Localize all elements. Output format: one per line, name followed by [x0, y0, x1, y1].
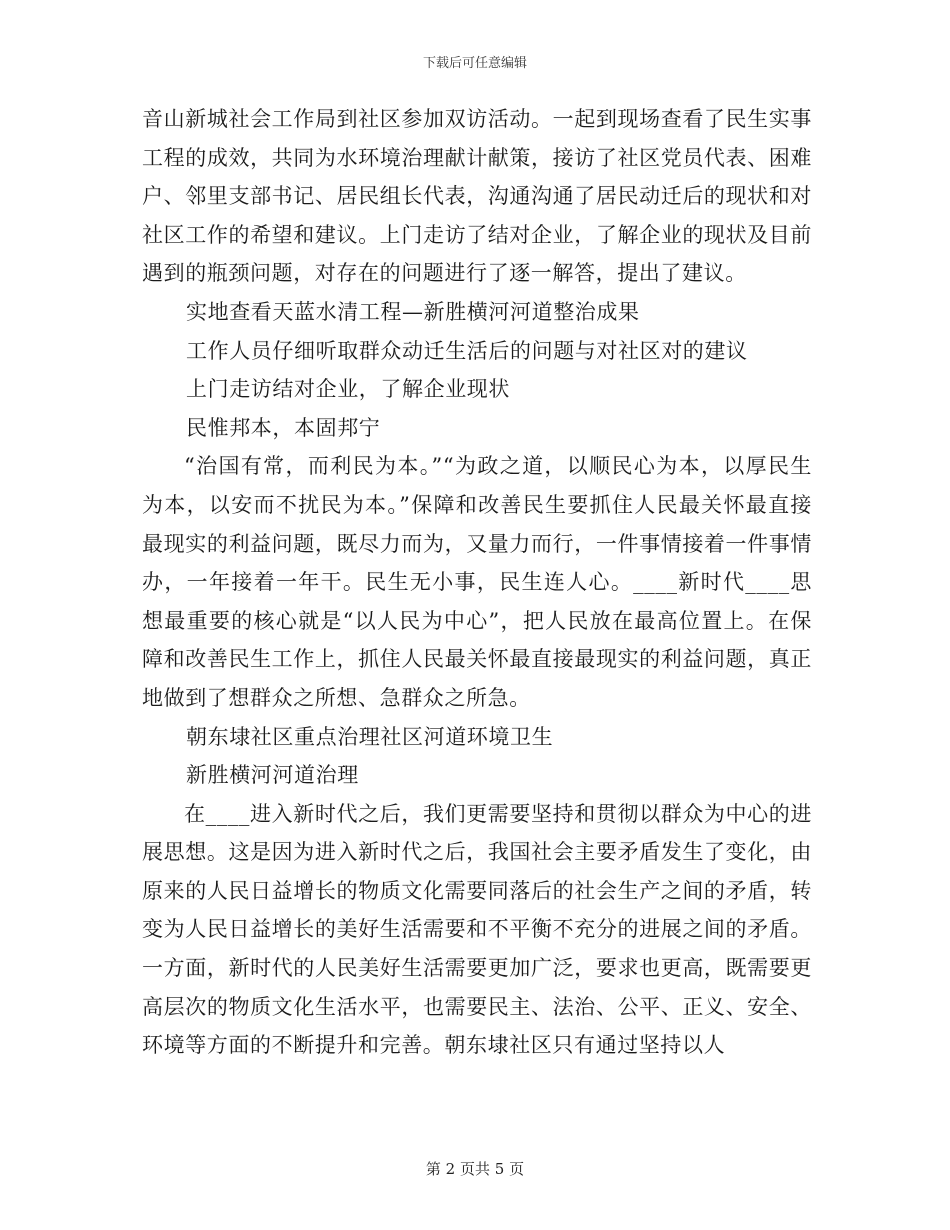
paragraph-6: “治国有常，而利民为本。”“为政之道，以顺民心为本，以厚民生为本，以安而不扰民为本。”保障和改善民生要抓住人民最关怀最直接最现实的利益问题，既尽力而为，又量力而行，一件事情接着一件事情办，一年接着一年干。民生无小事，民生连人心。____新时代____思想最重要的核心就是“以人民为中心”，把人民放在最高位置上。在保障和改善民生工作上，抓住人民最关怀最直接最现实的利益问题，真正地做到了想群众之所想、急群众之所急。 [142, 454, 812, 710]
paragraph-9: 在____进入新时代之后，我们更需要坚持和贯彻以群众为中心的进展思想。这是因为进入新时代之后，我国社会主要矛盾发生了变化，由原来的人民日益增长的物质文化需要同落后的社会生产之间的矛盾，转变为人民日益增长的美好生活需要和不平衡不充分的进展之间的矛盾。一方面，新时代的人民美好生活需要更加广泛，要求也更高，既需要更高层次的物质文化生活水平，也需要民主、法治、公平、正义、安全、环境等方面的不断提升和完善。朝东埭社区只有通过坚持以人 [142, 801, 812, 1058]
page-footer: 第 2 页共 5 页 [425, 1160, 525, 1178]
paragraph-7: 朝东埭社区重点治理社区河道环境卫生 [186, 724, 554, 749]
paragraph-2: 实地查看天蓝水清工程—新胜横河河道整治成果 [186, 299, 640, 324]
paragraph-4: 上门走访结对企业，了解企业现状 [186, 377, 510, 402]
document-body [142, 100, 812, 1065]
paragraph-5: 民惟邦本，本固邦宁 [186, 415, 381, 440]
page-header: 下载后可任意编辑 [422, 56, 527, 71]
paragraph-8: 新胜横河河道治理 [186, 763, 359, 788]
paragraph-3: 工作人员仔细听取群众动迁生活后的问题与对社区对的建议 [186, 338, 748, 363]
paragraph-1: 音山新城社会工作局到社区参加双访活动。一起到现场查看了民生实事工程的成效，共同为水环境治理献计献策，接访了社区党员代表、困难户、邻里支部书记、居民组长代表，沟通沟通了居民动迁后的现状和对社区工作的希望和建议。上门走访了结对企业，了解企业的现状及目前遇到的瓶颈问题，对存在的问题进行了逐一解答，提出了建议。 [142, 107, 812, 286]
